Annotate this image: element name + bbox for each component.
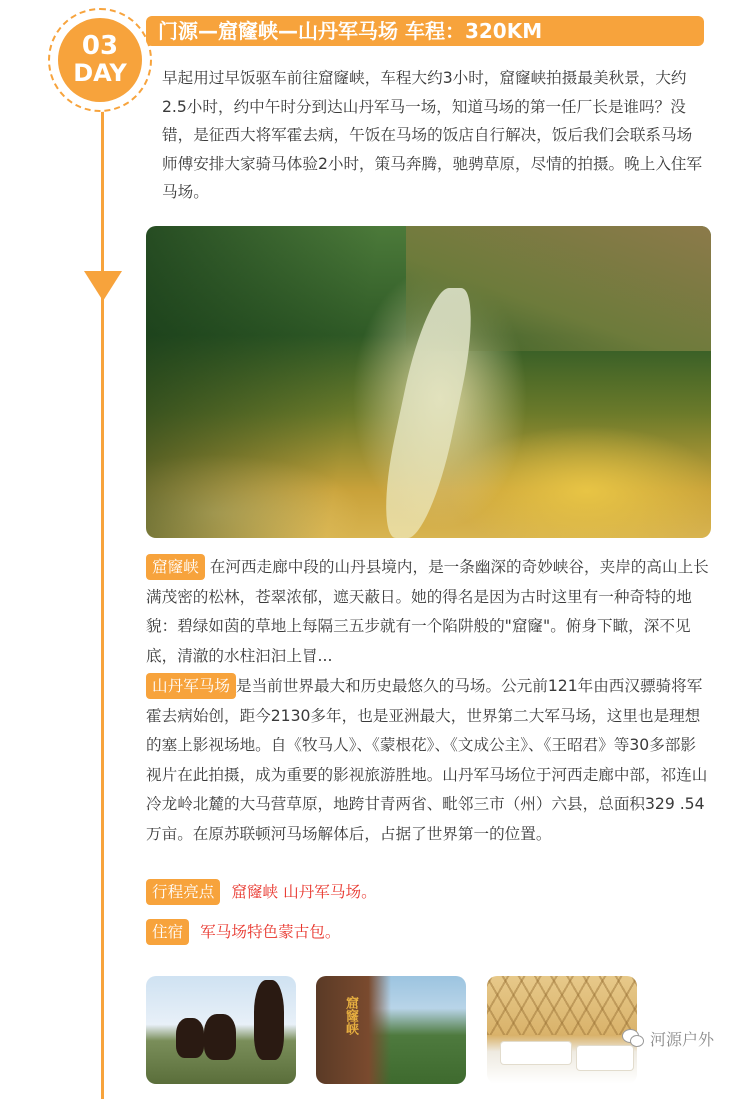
horse-shape	[204, 1014, 236, 1060]
yurt-lattice	[487, 976, 637, 1035]
timeline-line	[101, 95, 104, 1099]
highlights-tag: 行程亮点	[146, 879, 220, 905]
canyon-photo-river	[374, 288, 484, 538]
wechat-icon	[622, 1029, 644, 1047]
day-label: DAY	[73, 59, 127, 87]
canyon-photo	[146, 226, 711, 538]
day-number: 03	[81, 31, 119, 61]
kulongxia-description	[146, 553, 711, 671]
day-badge	[48, 8, 152, 112]
yurt-interior-thumbnail	[487, 976, 637, 1084]
kulongxia-tag: 窟窿峡	[146, 554, 205, 580]
day-badge-inner	[58, 18, 142, 102]
rider-shape	[254, 980, 284, 1060]
watermark	[622, 1026, 714, 1050]
horse-ranch-description	[146, 672, 711, 849]
kulongxia-text: 在河西走廊中段的山丹县境内，是一条幽深的奇妙峡谷，夹岸的高山上长满茂密的松林，苍翠浓郁，遮天蔽日。她的得名是因为古时这里有一种奇特的地貌：碧绿如茵的草地上每隔三五步就有一个陷阱般的"窟窿"。俯身下瞰，深不见底，清澈的水柱汩汩上冒...	[146, 558, 709, 665]
route-title: 门源—窟窿峡—山丹军马场 车程：320KM	[146, 16, 704, 46]
horse-shape	[176, 1018, 204, 1058]
day-intro-text: 早起用过早饭驱车前往窟窿峡，车程大约3小时，窟窿峡拍摄最美秋景，大约2.5小时，约中午时分到达山丹军马一场，知道马场的第一任厂长是谁吗？没错，是征西大将军霍去病，午饭在马场的饭店自行解决，饭后我们会联系马场师傅安排大家骑马体验2小时，策马奔腾，驰骋草原，尽情的拍摄。晚上入住军马场。	[162, 69, 703, 201]
horses-thumbnail	[146, 976, 296, 1084]
highlights-row	[146, 877, 377, 907]
watermark-text: 河源户外	[650, 1029, 715, 1049]
lodging-row	[146, 917, 341, 947]
bed-shape	[501, 1042, 571, 1064]
highlights-value: 窟窿峡 山丹军马场。	[231, 883, 377, 901]
canyon-rock-thumbnail	[316, 976, 466, 1084]
lodging-value: 军马场特色蒙古包。	[200, 923, 341, 941]
lodging-tag: 住宿	[146, 919, 189, 945]
timeline-arrow-icon	[84, 271, 122, 301]
rock-inscription: 窟窿峡	[343, 996, 358, 1035]
horse-ranch-tag: 山丹军马场	[146, 673, 236, 699]
horse-ranch-text: 是当前世界最大和历史最悠久的马场。公元前121年由西汉骠骑将军霍去病始创，距今2130多年，也是亚洲最大，世界第二大军马场，这里也是理想的塞上影视场地。自《牧马人》、《蒙根花》、《文成公主》、《王昭君》等30多部影视片在此拍摄，成为重要的影视旅游胜地。山丹军马场位于河西走廊中部，祁连山冷龙岭北麓的大马营草原，地跨甘青两省、毗邻三市（州）六县，总面积329 .54万亩。在原苏联顿河马场解体后，占据了世界第一的位置。	[146, 677, 708, 843]
